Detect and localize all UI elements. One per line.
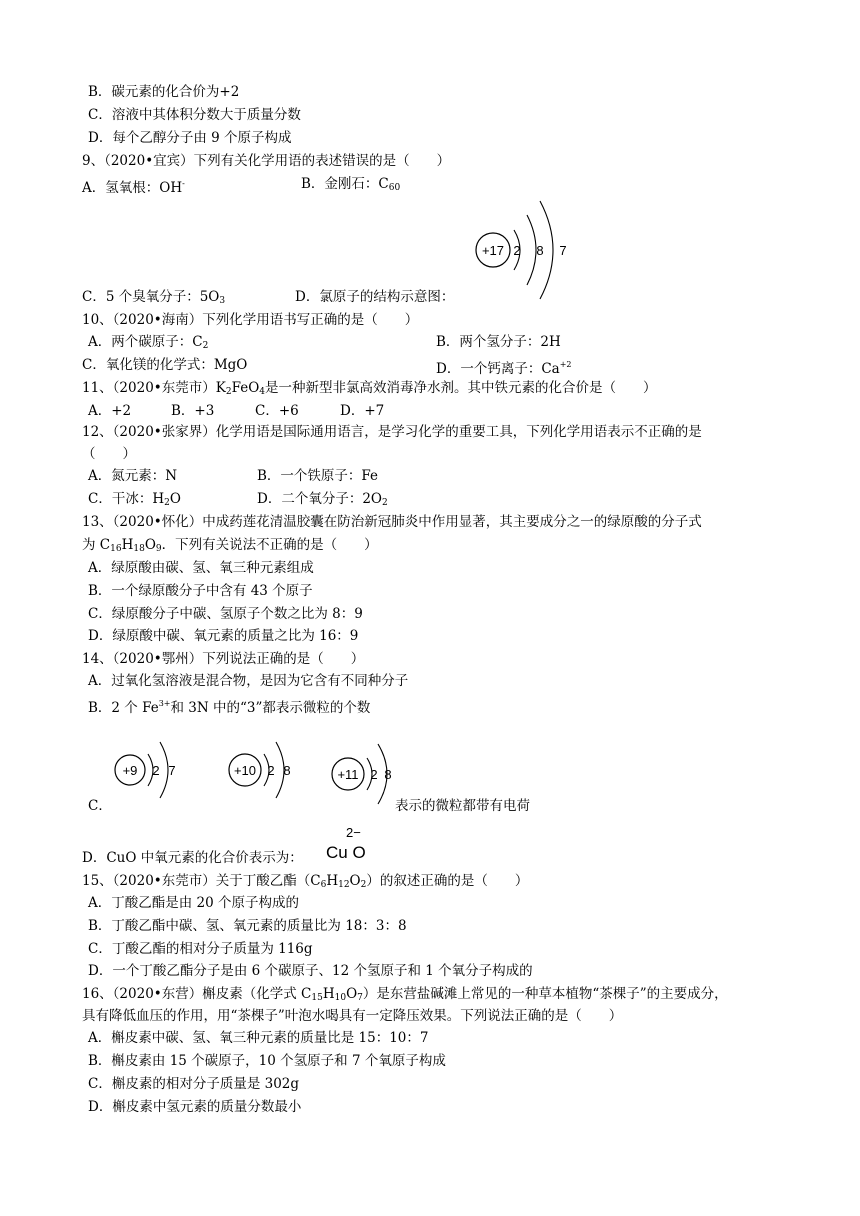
q13-stem-line2: 为 $C_{16}H_{18}O_9$．下列有关说法不正确的是（ ） [82, 537, 378, 554]
q13-option-d: D．绿原酸中碳、氧元素的质量之比为 16：9 [88, 628, 359, 644]
q11-option-a: A．+2 [88, 403, 132, 419]
q9-option-c: C．5 个臭氧分子：$5O_3$ [82, 289, 226, 306]
q13-option-b: B．一个绿原酸分子中含有 43 个原子 [88, 583, 313, 599]
shell-2-electrons: 8 [536, 243, 544, 258]
q8-option-c: C．溶液中其体积分数大于质量分数 [88, 107, 301, 123]
q12-stem-line1: 12、（2020•张家界）化学用语是国际通用语言，是学习化学的重要工具，下列化学用语表示不正确的是 [82, 424, 702, 440]
q9-option-b: B．金刚石：$C_{60}$ [301, 176, 401, 193]
electron-shell-2 [160, 742, 168, 798]
neon-atom-diagram [225, 728, 315, 808]
q16-option-d: D．槲皮素中氢元素的质量分数最小 [88, 1099, 302, 1115]
q11-option-c: C．+6 [255, 403, 299, 419]
nucleus-charge: +17 [481, 243, 505, 258]
q10-option-b: B．两个氢分子：2H [436, 334, 561, 350]
q11-stem: 11、（2020•东莞市）$K_2FeO_4$是一种新型非氯高效消毒净水剂。其中铁元素的化合价是（ ） [82, 380, 657, 397]
nucleus-charge: +11 [337, 767, 359, 782]
q16-option-c: C．槲皮素的相对分子质量是 302g [88, 1076, 300, 1092]
q14-option-c-label: C． [88, 798, 112, 814]
q16-stem-line1: 16、（2020•东营）槲皮素（化学式 $C_{15}H_{10}O_7$）是东营盐碱滩上常见的一种草本植物“茶棵子”的主要成分， [82, 986, 728, 1003]
q10-option-d: D．一个钙离子：$Ca^{+2}$ [436, 360, 572, 377]
q11-option-d: D．+7 [340, 403, 385, 419]
q15-option-b: B．丁酸乙酯中碳、氢、氧元素的质量比为 18：3：8 [88, 918, 407, 934]
nucleus-charge: +10 [233, 763, 257, 778]
q10-option-a: A．两个碳原子：$C_2$ [88, 334, 209, 351]
q14-option-c-text: 表示的微粒都带有电荷 [395, 798, 530, 814]
q10-option-c: C．氧化镁的化学式：MgO [82, 357, 248, 373]
q16-option-b: B．槲皮素由 15 个碳原子，10 个氢原子和 7 个氧原子构成 [88, 1053, 446, 1069]
q15-option-a: A．丁酸乙酯是由 20 个原子构成的 [88, 895, 300, 911]
q13-option-c: C．绿原酸分子中碳、氢原子个数之比为 8：9 [88, 606, 363, 622]
q10-stem: 10、（2020•海南）下列化学用语书写正确的是（ ） [82, 312, 419, 328]
q13-option-a: A．绿原酸由碳、氢、氧三种元素组成 [88, 560, 314, 576]
shell-1-electrons: 2 [267, 763, 275, 778]
q13-stem-line1: 13、（2020•怀化）中成药莲花清温胶囊在防治新冠肺炎中作用显著，其主要成分之一的绿原酸的分子式 [82, 514, 702, 530]
oxygen-valence-charge: 2− [346, 825, 361, 840]
q9-option-a: A．氢氧根：OH- [82, 179, 185, 196]
shell-2-electrons: 8 [384, 767, 392, 782]
q12-option-c: C．干冰：$H_2O$ [88, 491, 181, 508]
q12-option-d: D．二个氧分子：$2O_2$ [257, 491, 388, 508]
q9-stem: 9、（2020•宜宾）下列有关化学用语的表述错误的是（ ） [82, 153, 451, 169]
nucleus-charge: +9 [122, 763, 138, 778]
shell-1-electrons: 2 [152, 763, 160, 778]
q15-stem: 15、（2020•东莞市）关于丁酸乙酯$(C_6H_{12}O_2)$的叙述正确的是（ ） [82, 873, 529, 890]
cuo-valence-formula: Cu O [326, 843, 366, 862]
shell-2-electrons: 7 [168, 763, 176, 778]
fluorine-atom-diagram [110, 728, 200, 808]
chlorine-atom-diagram [470, 195, 580, 305]
q9-option-d: D．氯原子的结构示意图： [295, 289, 455, 305]
q8-option-b: B．碳元素的化合价为+2 [88, 84, 240, 100]
shell-1-electrons: 2 [370, 767, 378, 782]
q8-option-d: D．每个乙醇分子由 9 个原子构成 [88, 130, 292, 146]
q14-option-d: D．CuO 中氧元素的化合价表示为： [82, 850, 303, 866]
electron-shell-2 [527, 215, 536, 285]
shell-1-electrons: 2 [513, 243, 521, 258]
q11-option-b: B．+3 [171, 403, 215, 419]
q12-option-b: B．一个铁原子：Fe [257, 468, 379, 484]
q15-option-d: D．一个丁酸乙酯分子是由 6 个碳原子、12 个氢原子和 1 个氧分子构成的 [88, 963, 533, 979]
q15-option-c: C．丁酸乙酯的相对分子质量为 116g [88, 941, 313, 957]
q12-stem-line2: （ ） [82, 446, 136, 462]
q12-option-a: A．氮元素：N [88, 468, 178, 484]
shell-3-electrons: 7 [559, 243, 567, 258]
q14-option-a: A．过氧化氢溶液是混合物，是因为它含有不同种分子 [88, 673, 409, 689]
q16-option-a: A．槲皮素中碳、氢、氧三种元素的质量比是 15：10：7 [88, 1030, 429, 1046]
q16-stem-line2: 具有降低血压的作用，用“茶棵子”叶泡水喝具有一定降压效果。下列说法正确的是（ ） [82, 1008, 623, 1024]
q14-option-b: B．2 个 $Fe^{3+}$和 3N 中的“3”都表示微粒的个数 [88, 699, 371, 716]
shell-2-electrons: 8 [283, 763, 291, 778]
q14-stem: 14、（2020•鄂州）下列说法正确的是（ ） [82, 651, 365, 667]
